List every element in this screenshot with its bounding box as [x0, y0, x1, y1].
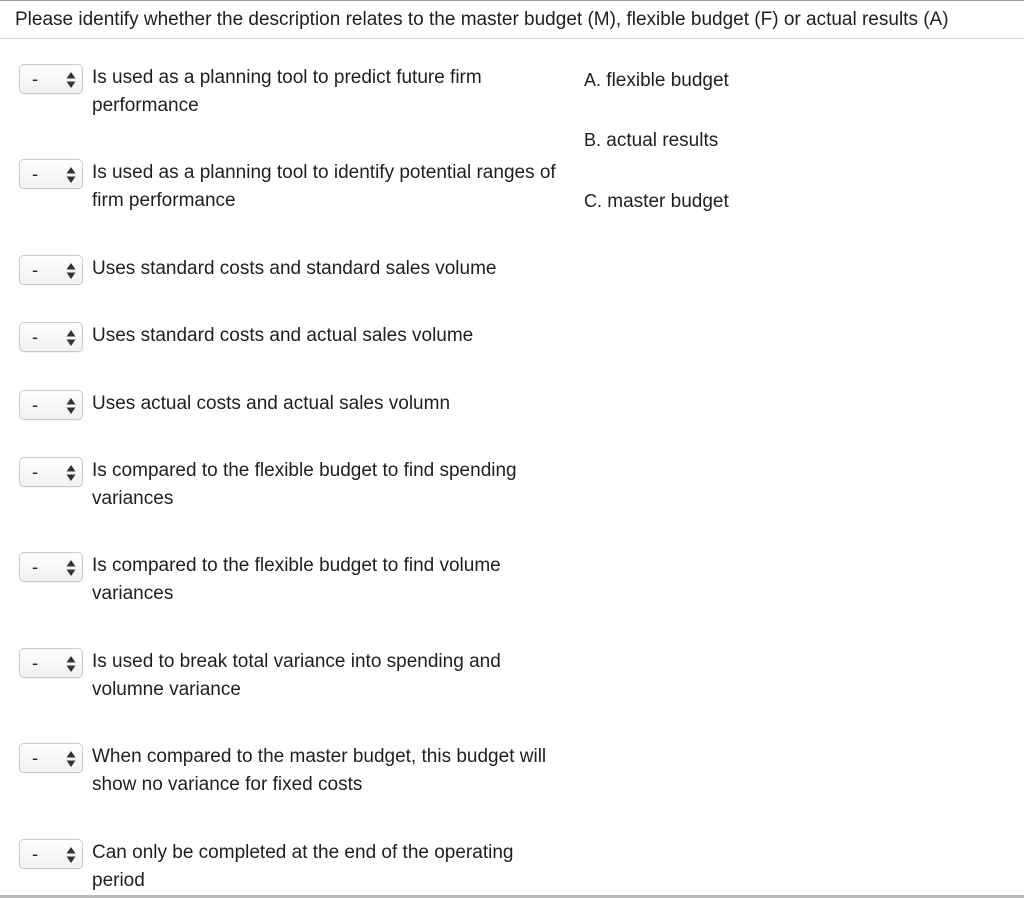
question-text: Is used as a planning tool to identify potential ranges of firm performance: [92, 162, 556, 211]
up-down-arrows-icon: [66, 464, 76, 482]
select-value: -: [32, 164, 38, 184]
option-letter: C.: [584, 191, 602, 211]
answer-select[interactable]: [19, 743, 83, 773]
instruction-text: Please identify whether the description relates to the master budget (M), flexible budget (F) or actual results (A): [15, 9, 949, 30]
question-text: Uses standard costs and standard sales volume: [92, 258, 497, 279]
option-label: actual results: [606, 130, 719, 151]
up-down-arrows-icon: [66, 846, 76, 864]
answer-select[interactable]: [19, 839, 83, 869]
up-down-arrows-icon: [66, 329, 76, 347]
question-text: Uses standard costs and actual sales volume: [92, 325, 474, 346]
answer-select[interactable]: [19, 390, 83, 420]
answer-select[interactable]: [19, 255, 83, 285]
answer-select[interactable]: [19, 64, 83, 94]
option-label: master budget: [607, 191, 729, 212]
answer-select[interactable]: [19, 552, 83, 582]
answer-select[interactable]: [19, 159, 83, 189]
option-letter: B.: [584, 130, 602, 150]
option-b: [584, 128, 718, 153]
answer-select[interactable]: [19, 648, 83, 678]
question-text: Uses actual costs and actual sales volumn: [92, 393, 451, 414]
question-text: Can only be completed at the end of the operating period: [92, 842, 514, 891]
select-value: -: [32, 327, 38, 347]
answer-select[interactable]: [19, 457, 83, 487]
up-down-arrows-icon: [66, 559, 76, 577]
answer-select[interactable]: [19, 322, 83, 352]
up-down-arrows-icon: [66, 166, 76, 184]
option-letter: A.: [584, 70, 602, 90]
select-value: -: [32, 260, 38, 280]
question-text: When compared to the master budget, this budget will show no variance for fixed costs: [92, 746, 547, 795]
option-c: [584, 189, 729, 214]
select-value: -: [32, 557, 38, 577]
divider: [0, 38, 1024, 39]
question-text: Is compared to the flexible budget to find spending variances: [92, 460, 517, 509]
select-value: -: [32, 844, 38, 864]
select-value: -: [32, 395, 38, 415]
select-value: -: [32, 653, 38, 673]
up-down-arrows-icon: [66, 71, 76, 89]
select-value: -: [32, 748, 38, 768]
up-down-arrows-icon: [66, 655, 76, 673]
question-text: Is compared to the flexible budget to find volume variances: [92, 555, 501, 604]
option-a: [584, 68, 729, 93]
up-down-arrows-icon: [66, 397, 76, 415]
up-down-arrows-icon: [66, 750, 76, 768]
up-down-arrows-icon: [66, 262, 76, 280]
option-label: flexible budget: [606, 70, 729, 91]
question-text: Is used to break total variance into spending and volumne variance: [92, 651, 501, 700]
question-text: Is used as a planning tool to predict future firm performance: [92, 67, 482, 116]
select-value: -: [32, 69, 38, 89]
select-value: -: [32, 462, 38, 482]
